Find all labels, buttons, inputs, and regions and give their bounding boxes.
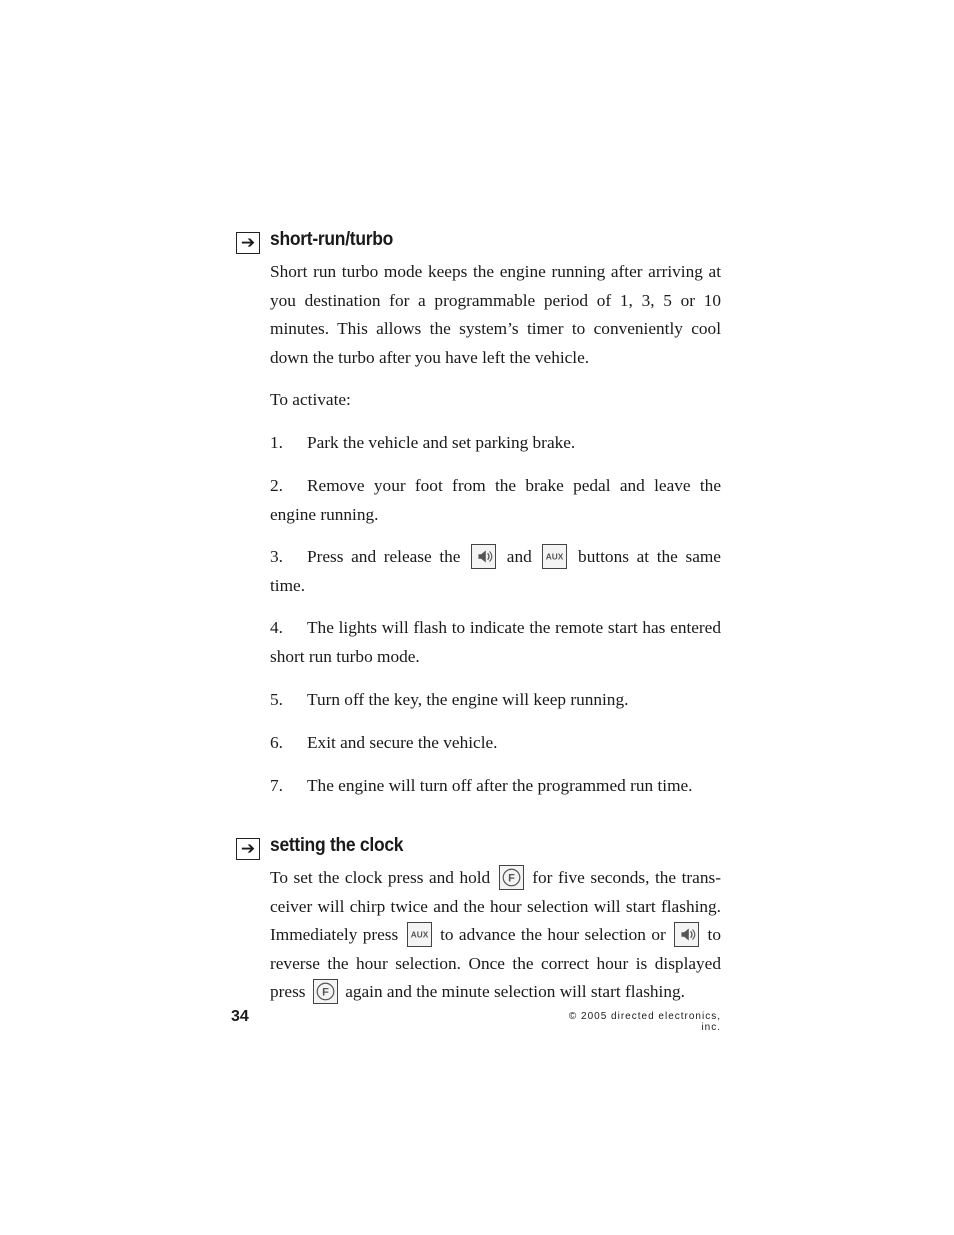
f-button-icon <box>313 979 338 1004</box>
svg-text:AUX: AUX <box>410 930 428 940</box>
short-run-intro: Short run turbo mode keeps the engine running after arriving at you destination for a programmable period of 1, 3, 5 or 10 minutes. This allows the system’s timer to conveniently cool down the turbo after you have left the vehicle. <box>270 262 721 367</box>
aux-button-icon <box>542 544 567 569</box>
step-1: 1. Park the vehicle and set parking brake. <box>270 433 576 452</box>
speaker-button-icon <box>471 544 496 569</box>
setting-clock-text: To set the clock press and hold F for five seconds, the transceiver will chirp twice and the hour selection will start flashing. Immediately press AUX to advance the hour selection or to reverse the hour selection. Once the correct hour is displayed press F again and the minute selection will start flashing. <box>270 864 721 1007</box>
svg-text:F: F <box>321 986 329 999</box>
arrow-right-icon: ➔ <box>236 838 260 860</box>
step-4: 4. The lights will flash to indicate the remote start has entered short run turbo mode. <box>270 618 721 666</box>
aux-button-icon <box>407 922 432 947</box>
step-2: 2. Remove your foot from the brake pedal and leave the engine running. <box>270 476 721 524</box>
svg-text:F: F <box>507 872 515 885</box>
section-heading-setting-clock: setting the clock <box>270 835 404 856</box>
step-7: 7. The engine will turn off after the programmed run time. <box>270 776 693 795</box>
step-5: 5. Turn off the key, the engine will keep running. <box>270 690 629 709</box>
copyright-notice: © 2005 directed electronics, inc. <box>568 1011 721 1033</box>
page-number: 34 <box>231 1008 249 1025</box>
section-heading-short-run-turbo: short-run/turbo <box>270 229 394 250</box>
step-6: 6. Exit and secure the vehicle. <box>270 733 498 752</box>
speaker-button-icon <box>674 922 699 947</box>
to-activate-label: To activate: <box>270 390 351 409</box>
svg-text:AUX: AUX <box>546 552 564 562</box>
step-3: 3. Press and release the and AUX buttons at the same time. <box>270 543 721 600</box>
f-button-icon <box>499 865 524 890</box>
arrow-right-icon: ➔ <box>236 232 260 254</box>
